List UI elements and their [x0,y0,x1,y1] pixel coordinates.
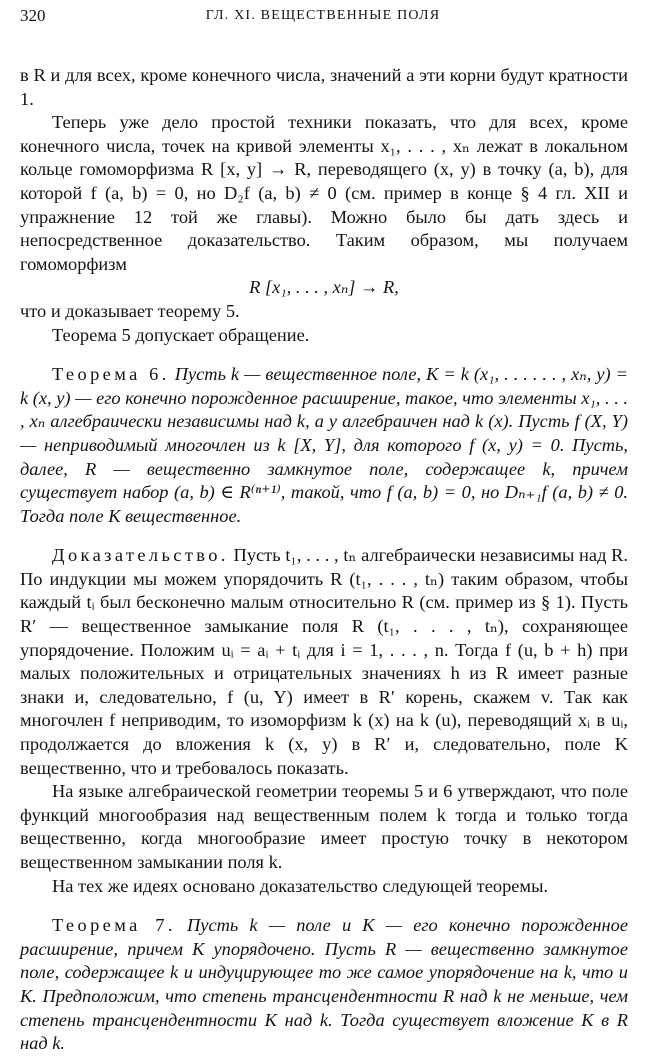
paragraph-continuation: в R и для всех, кроме конечного числа, значений a эти корни будут кратности 1. [20,65,628,109]
spacer [20,528,628,544]
paragraph-technique: Теперь уже дело простой техники показать, что для всех, кроме конечного числа, точек на кривой элементы x₁, . . . , xₙ лежат в локальном кольце гомоморфизма R [x, y] → R, переводящего (x, y) в точку (a, b), для которой f (a, b) = 0, но D₂f (a, b) ≠ 0 (см. пример в конце § 4 гл. XII и упражнение 12 той же главы). Можно было бы дать здесь и непосредственное доказательство. Таким образом, мы получаем гомоморфизм [20,112,628,274]
spacer [20,347,628,363]
running-head: ГЛ. XI. ВЕЩЕСТВЕННЫЕ ПОЛЯ [205,8,441,23]
page-number: 320 [20,6,46,25]
proof [20,544,628,780]
paragraph-proves-theorem-5: что и доказывает теорему 5. [20,300,240,321]
proof-heading: Доказательство. [52,545,229,566]
paragraph-geometry: На языке алгебраической геометрии теоремы 5 и 6 утверждают, что поле функций многообразия над вещественным полем k тогда и только тогда вещественно, когда многообразие имеет простую точку в некотором вещественном замыкании поля k. [20,781,628,872]
page-body [20,64,628,1056]
proof-body: Пусть t₁, . . . , tₙ алгебраически независимы над R. По индукции мы можем упорядочить R (t₁, . . . , tₙ) таким образом, чтобы каждый tᵢ был бесконечно малым относительно R (см. пример из § 1). Пусть R′ — вещественное замыкание поля R (t₁, . . . , tₙ), сохраняющее упорядочение. Положим uᵢ = aᵢ + tᵢ для i = 1, . . . , n. Тогда f (u, b + h) при малых положительных и отрицательных значениях h из R имеет разные знаки и, следовательно, f (u, Y) имеет в R′ корень, скажем v. Так как многочлен f неприводим, то изоморфизм k (x) на k (u), переводящий xᵢ в uᵢ, продолжается до вложения k (x, y) в R′ и, следовательно, поле K вещественно, что и требовалось показать. [20,545,628,778]
paragraph-converse: Теорема 5 допускает обращение. [52,324,310,345]
spacer [20,898,628,914]
display-formula: R [x₁, . . . , xₙ] → R, [249,277,399,298]
theorem-6-statement: Пусть k — вещественное поле, K = k (x₁, . . . . . . , xₙ, y) = k (x, y) — его конечно порожденное расширение, такое, что элементы x₁, . . . , xₙ алгебраически независимы над k, а y алгебраичен над k (x). Пусть f (X, Y) — неприводимый многочлен из k [X, Y], для которого f (x, y) = 0. Пусть, далее, R — вещественно замкнутое поле, содержащее k, причем существует набор (a, b) ∈ R⁽ⁿ⁺¹⁾, такой, что f (a, b) = 0, но Dₙ₊₁f (a, b) ≠ 0. Тогда поле K вещественное. [20,364,628,526]
theorem-6-heading: Теорема 6. [52,364,170,385]
theorem-7 [20,914,628,1056]
paragraph-same-ideas: На тех же идеях основано доказательство следующей теоремы. [52,875,549,896]
theorem-6 [20,363,628,528]
theorem-7-heading: Теорема 7. [52,915,176,936]
theorem-7-statement: Пусть k — поле и K — его конечно порожденное расширение, причем K упорядочено. Пусть R — вещественно замкнутое поле, содержащее k и индуцирующее то же самое упорядочение на k, что и K. Предположим, что степень трансцендентности R над k не меньше, чем степень трансцендентности K над k. Тогда существует вложение K в R над k. [20,915,628,1054]
page-header [20,6,626,32]
